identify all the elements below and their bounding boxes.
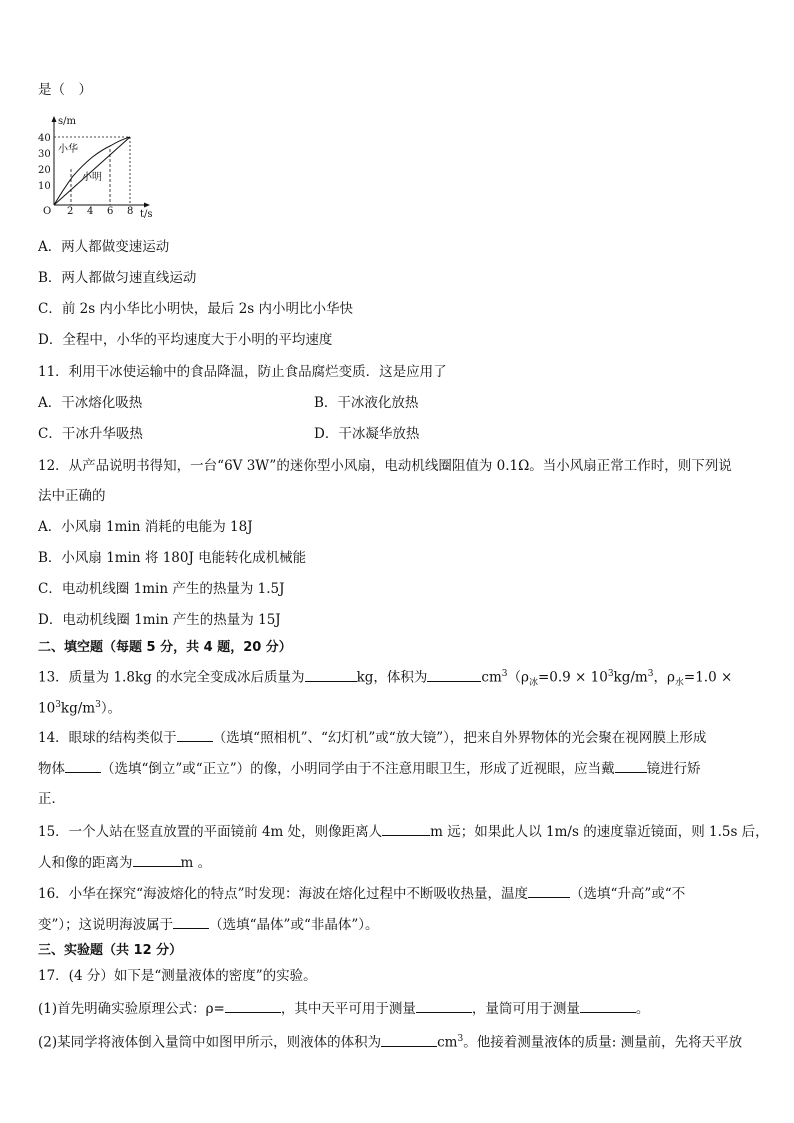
q11-option-b: B．干冰液化放热	[314, 395, 419, 411]
x-tick: 2	[67, 206, 74, 217]
answer-blank[interactable]	[580, 998, 636, 1013]
series-label-xiaoming: 小明	[82, 172, 102, 183]
q12-stem-line2: 法中正确的	[38, 488, 106, 504]
x-axis-label: t/s	[140, 209, 153, 220]
x-tick: 4	[87, 206, 94, 217]
q11-stem: 11．利用干冰使运输中的食品降温，防止食品腐烂变质．这是应用了	[38, 364, 447, 380]
answer-blank[interactable]	[225, 998, 281, 1013]
answer-blank[interactable]	[528, 883, 570, 898]
x-tick: 6	[107, 206, 114, 217]
section-fill-blank-heading: 二、填空题（每题 5 分，共 4 题，20 分）	[38, 640, 292, 655]
answer-blank[interactable]	[65, 758, 101, 773]
origin-label: O	[43, 206, 52, 217]
q11-option-d: D．干冰凝华放热	[314, 426, 420, 442]
section-experiment-heading: 三、实验题（共 12 分）	[38, 943, 183, 958]
q10-option-a: A．两人都做变速运动	[38, 239, 170, 255]
q17-part1: (1)首先明确实验原理公式：ρ= ，其中天平可用于测量 ，量筒可用于测量 。	[38, 998, 649, 1019]
q14-line3: 正．	[38, 791, 65, 807]
answer-blank[interactable]	[177, 727, 213, 742]
q10-stem-tail: 是（ ）	[38, 82, 92, 98]
q12-stem-line1: 12．从产品说明书得知，一台“6V 3W”的迷你型小风扇，电动机线圈阻值为 0.1Ω。当小风扇正常工作时，则下列说	[38, 458, 732, 474]
answer-blank[interactable]	[133, 852, 181, 867]
q15-line2: 人和像的距离为 m 。	[38, 852, 211, 873]
q11-option-c: C．干冰升华吸热	[38, 426, 143, 442]
q13-line2: $10^3kg/m^3$）。	[38, 700, 122, 717]
answer-blank[interactable]	[382, 821, 430, 836]
answer-blank[interactable]	[615, 758, 647, 773]
q12-option-a: A．小风扇 1min 消耗的电能为 18J	[38, 519, 253, 535]
st-graph	[34, 112, 164, 222]
y-tick: 30	[38, 149, 51, 160]
x-tick: 8	[127, 206, 134, 217]
answer-blank[interactable]	[381, 1032, 437, 1047]
y-tick: 40	[38, 133, 51, 144]
q16-line2: 变”）；这说明海波属于 （选填“晶体”或“非晶体”）。	[38, 914, 379, 935]
q13-line1: 13．质量为 1.8kg 的水完全变成冰后质量为 kg，体积为 $cm^3(\rho_冰=0.9 \times 10^3kg/m^3$，$\rho_水=1.0$ ×	[38, 664, 732, 693]
q12-option-b: B．小风扇 1min 将 180J 电能转化成机械能	[38, 550, 307, 566]
q17-stem: 17．(4 分）如下是“测量液体的密度”的实验。	[38, 968, 317, 984]
answer-blank[interactable]	[173, 914, 209, 929]
answer-blank[interactable]	[427, 667, 481, 682]
q10-option-c: C．前 2s 内小华比小明快，最后 2s 内小明比小华快	[38, 301, 354, 317]
q11-option-a: A．干冰熔化吸热	[38, 395, 143, 411]
q16-line1: 16．小华在探究“海波熔化的特点”时发现：海波在熔化过程中不断吸收热量，温度 （选填“升高”或“不	[38, 883, 685, 904]
answer-blank[interactable]	[305, 667, 357, 682]
q14-line1: 14．眼球的结构类似于 （选填“照相机”、“幻灯机”或“放大镜”），把来自外界物体的光会聚在视网膜上形成	[38, 727, 706, 748]
answer-blank[interactable]	[416, 998, 472, 1013]
series-label-xiaohua: 小华	[58, 144, 78, 155]
q17-part2: (2)某同学将液体倒入量筒中如图甲所示，则液体的体积为 $cm^3$。他接着测量液体的质量: 测量前，先将天平放	[38, 1029, 742, 1053]
q14-line2: 物体 （选填“倒立”或“正立”）的像，小明同学由于不注意用眼卫生，形成了近视眼，应当戴 镜进行矫	[38, 758, 701, 779]
y-tick: 10	[38, 181, 51, 192]
y-axis-label: s/m	[58, 116, 76, 127]
q15-line1: 15．一个人站在竖直放置的平面镜前 4m 处，则像距离人 m 远；如果此人以 1m/s 的速度靠近镜面，则 1.5s 后，	[38, 821, 769, 842]
y-tick: 20	[38, 165, 51, 176]
q10-option-b: B．两人都做匀速直线运动	[38, 270, 197, 286]
q12-option-c: C．电动机线圈 1min 产生的热量为 1.5J	[38, 581, 285, 597]
q10-option-d: D．全程中，小华的平均速度大于小明的平均速度	[38, 332, 333, 348]
q12-option-d: D．电动机线圈 1min 产生的热量为 15J	[38, 612, 281, 628]
